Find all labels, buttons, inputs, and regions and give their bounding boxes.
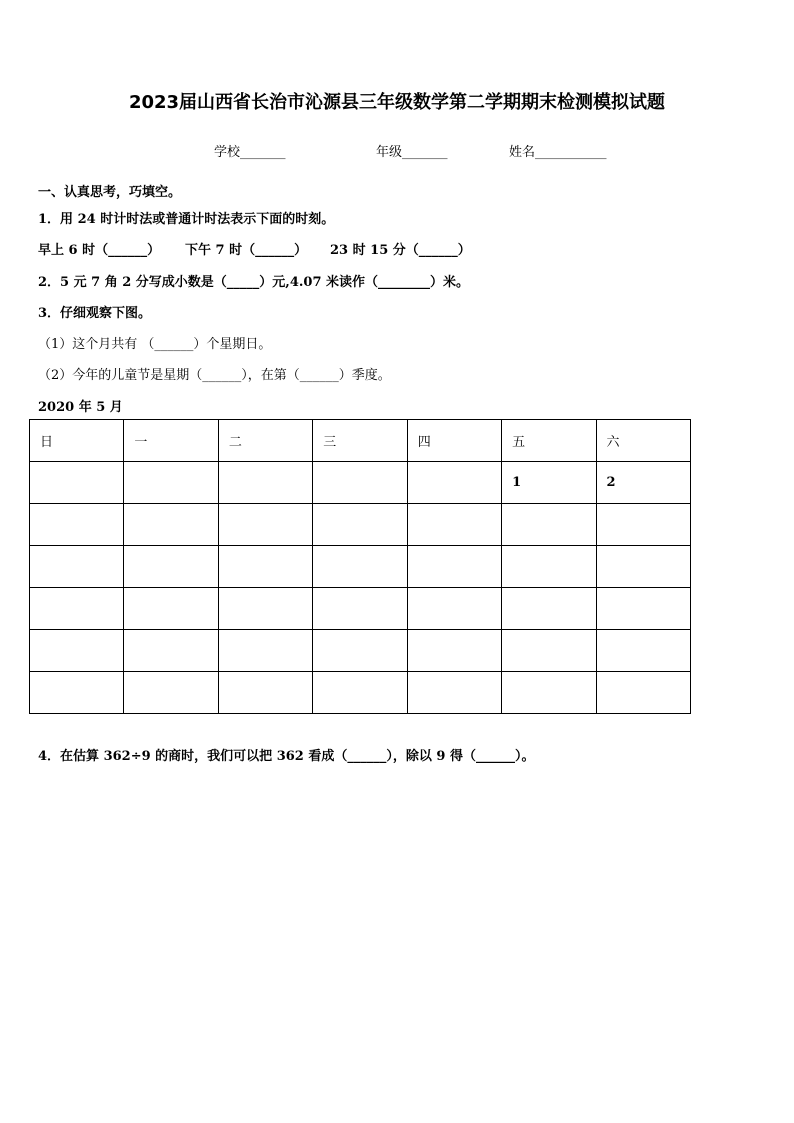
calendar-cell <box>313 588 407 630</box>
calendar-cell <box>30 630 124 672</box>
calendar-header: 三 <box>313 420 407 462</box>
calendar-cell <box>502 546 596 588</box>
calendar-cell <box>502 504 596 546</box>
calendar-cell <box>407 588 501 630</box>
calendar-table <box>29 419 691 714</box>
calendar-cell <box>407 546 501 588</box>
calendar-cell <box>313 630 407 672</box>
calendar-header: 六 <box>596 420 690 462</box>
calendar-cell <box>596 588 690 630</box>
calendar-header-row <box>30 420 691 462</box>
question-1: 1．用 24 时计时法或普通计时法表示下面的时刻。 <box>38 212 335 227</box>
grade-field[interactable]: 年级_______ <box>376 145 448 160</box>
section-heading: 一、认真思考，巧填空。 <box>38 185 182 200</box>
calendar-cell <box>313 462 407 504</box>
calendar-cell <box>124 672 218 714</box>
calendar-week-row <box>30 546 691 588</box>
calendar-cell <box>313 672 407 714</box>
calendar-cell <box>124 504 218 546</box>
calendar-cell <box>218 588 312 630</box>
question-3-sub-2: （2）今年的儿童节是星期（______），在第（______）季度。 <box>38 368 391 383</box>
name-field[interactable]: 姓名___________ <box>509 145 607 160</box>
calendar-cell <box>218 630 312 672</box>
calendar-header: 五 <box>502 420 596 462</box>
calendar-header: 日 <box>30 420 124 462</box>
calendar-cell <box>30 546 124 588</box>
question-1-a: 早上 6 时（______） <box>38 243 161 258</box>
calendar-cell: 1 <box>502 462 596 504</box>
calendar-cell <box>124 546 218 588</box>
school-field[interactable]: 学校_______ <box>214 145 286 160</box>
calendar-cell <box>596 630 690 672</box>
calendar-cell <box>218 672 312 714</box>
question-3-sub-1: （1）这个月共有 （______）个星期日。 <box>38 337 272 352</box>
calendar-cell <box>502 630 596 672</box>
calendar-cell <box>218 546 312 588</box>
page-title: 2023届山西省长治市沁源县三年级数学第二学期期末检测模拟试题 <box>128 92 666 113</box>
calendar-cell <box>596 546 690 588</box>
calendar-cell <box>596 672 690 714</box>
calendar-cell <box>596 504 690 546</box>
calendar-week-row <box>30 504 691 546</box>
calendar-week-row <box>30 588 691 630</box>
calendar-week-row <box>30 672 691 714</box>
calendar-cell <box>407 504 501 546</box>
calendar-cell <box>407 672 501 714</box>
question-3: 3．仔细观察下图。 <box>38 306 152 321</box>
calendar-header: 一 <box>124 420 218 462</box>
calendar-cell: 2 <box>596 462 690 504</box>
calendar-cell <box>30 588 124 630</box>
calendar-cell <box>218 462 312 504</box>
calendar-cell <box>124 588 218 630</box>
question-1-c: 23 时 15 分（______） <box>330 243 471 258</box>
calendar-header: 四 <box>407 420 501 462</box>
calendar-cell <box>502 588 596 630</box>
question-1-b: 下午 7 时（______） <box>185 243 308 258</box>
question-4: 4．在估算 362÷9 的商时，我们可以把 362 看成（______），除以 9 得（______）。 <box>38 749 535 764</box>
calendar-header: 二 <box>218 420 312 462</box>
calendar-cell <box>124 630 218 672</box>
calendar-cell <box>30 462 124 504</box>
calendar-cell <box>30 672 124 714</box>
calendar-cell <box>502 672 596 714</box>
calendar-cell <box>407 462 501 504</box>
question-2: 2．5 元 7 角 2 分写成小数是（_____）元,4.07 米读作（________）米。 <box>38 275 470 290</box>
calendar-caption: 2020 年 5 月 <box>38 400 123 415</box>
calendar-cell <box>30 504 124 546</box>
calendar-cell <box>407 630 501 672</box>
calendar-cell <box>218 504 312 546</box>
calendar-week-row <box>30 462 691 504</box>
calendar-cell <box>313 504 407 546</box>
calendar-cell <box>313 546 407 588</box>
calendar-cell <box>124 462 218 504</box>
calendar-week-row <box>30 630 691 672</box>
